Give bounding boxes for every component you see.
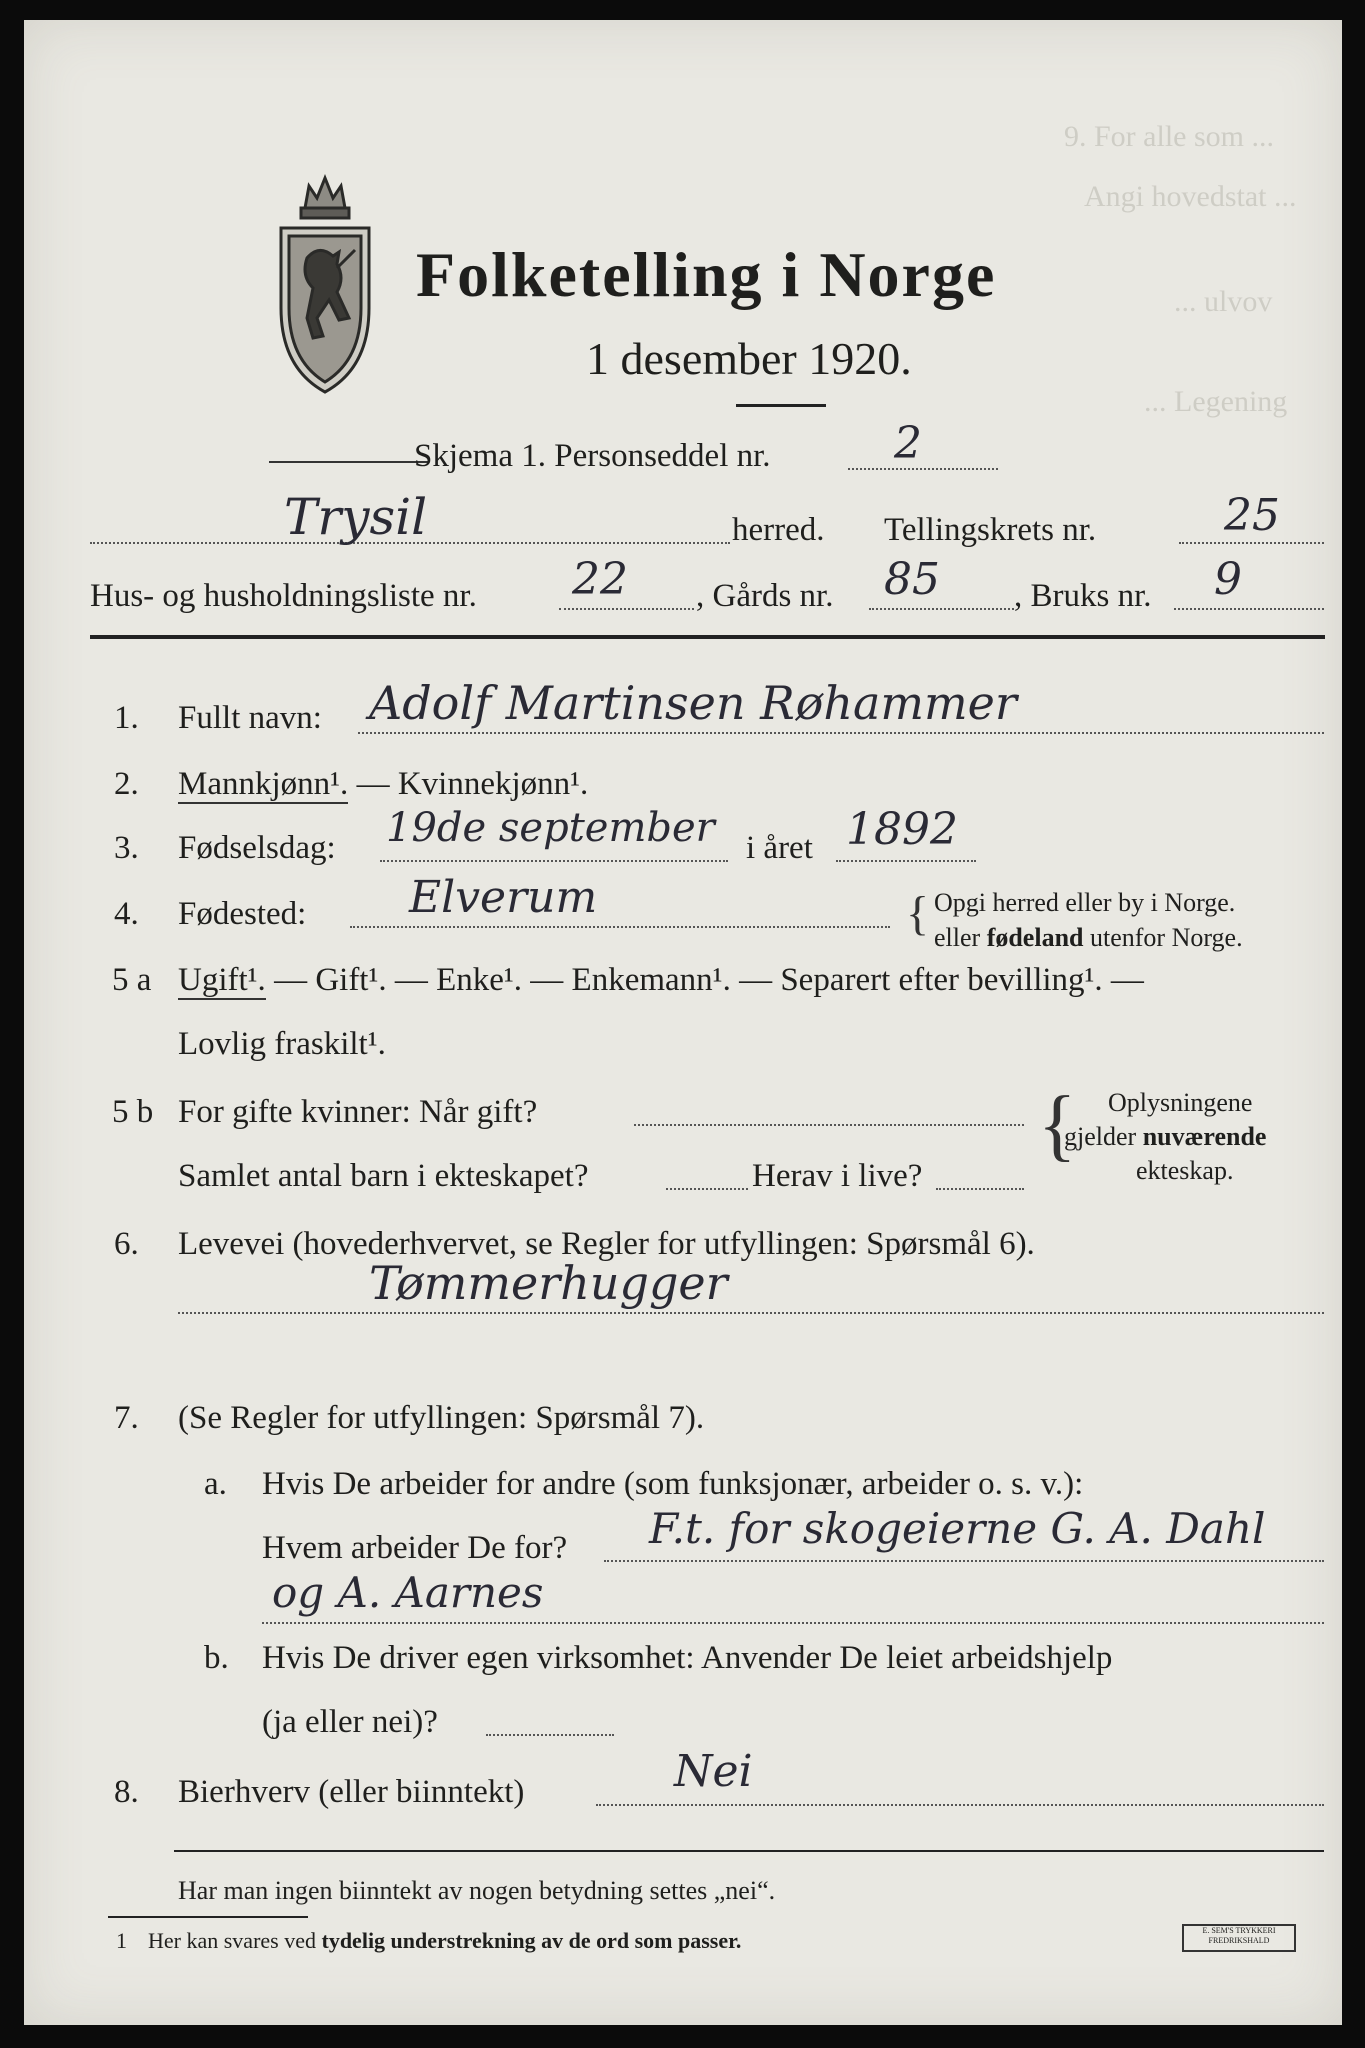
gards-label: , Gårds nr. <box>696 578 834 614</box>
skjema-field-line <box>848 468 998 470</box>
birth-year-field-line <box>836 860 976 862</box>
footnote-emphasis: tydelig understrekning av de ord som passer. <box>321 1928 742 1953</box>
herred-label: herred. <box>732 512 825 548</box>
herred-value[interactable]: Trysil <box>284 488 428 546</box>
gender-male-option[interactable]: Mannkjønn¹. <box>178 766 349 802</box>
children-alive-field-line <box>936 1188 1024 1190</box>
birthplace-label: Fødested: <box>178 896 307 932</box>
footnote-text <box>148 1930 741 1952</box>
footer-note: Har man ingen biinntekt av nogen betydning settes „nei“. <box>178 1876 776 1905</box>
gender-female-option[interactable]: Kvinnekjønn¹. <box>397 766 589 802</box>
q3-number: 3. <box>114 830 139 866</box>
q7b-label: Hvis De driver egen virksomhet: Anvender De leiet arbeidshjelp <box>262 1640 1113 1676</box>
marital-ugift-option[interactable]: Ugift¹. <box>178 962 266 998</box>
full-name-value[interactable]: Adolf Martinsen Røhammer <box>369 676 1017 730</box>
form-title: Folketelling i Norge <box>416 239 997 310</box>
q5a-number: 5 a <box>112 962 152 998</box>
side-income-label: Bierhverv (eller biinntekt) <box>178 1774 525 1810</box>
marriage-note-line3: ekteskap. <box>1136 1156 1234 1185</box>
married-when-label: For gifte kvinner: Når gift? <box>178 1094 538 1130</box>
occupation-field-line <box>178 1312 1324 1314</box>
side-income-field-line <box>596 1804 1324 1806</box>
birthplace-value[interactable]: Elverum <box>409 872 598 923</box>
employer-field-line2 <box>262 1622 1324 1624</box>
children-total-label: Samlet antal barn i ekteskapet? <box>178 1158 589 1194</box>
full-name-field-line <box>358 732 1324 734</box>
birthday-value[interactable]: 19de september <box>386 805 715 851</box>
gards-value[interactable]: 85 <box>884 554 940 605</box>
skjema-label: Skjema 1. Personseddel nr. <box>414 438 771 474</box>
hired-help-field-line <box>486 1734 614 1736</box>
children-alive-label: Herav i live? <box>752 1158 923 1194</box>
marital-fraskilt-option[interactable]: Lovlig fraskilt¹. <box>178 1026 386 1062</box>
q6-number: 6. <box>114 1226 139 1262</box>
skjema-flourish <box>269 461 429 463</box>
bruks-label: , Bruks nr. <box>1014 578 1152 614</box>
q4-number: 4. <box>114 896 139 932</box>
married-when-field-line <box>634 1124 1024 1126</box>
birthplace-note-line1: Opgi herred eller by i Norge. <box>934 888 1236 917</box>
header-divider <box>90 635 1325 639</box>
tellingskrets-label: Tellingskrets nr. <box>884 512 1097 548</box>
birth-year-label: i året <box>746 830 813 866</box>
footnote-divider <box>108 1916 308 1918</box>
gender-options <box>178 768 588 801</box>
birth-year-value[interactable]: 1892 <box>846 804 958 855</box>
full-name-label: Fullt navn: <box>178 700 322 736</box>
occupation-value[interactable]: Tømmerhugger <box>369 1256 728 1310</box>
tellingskrets-field-line <box>1179 542 1324 544</box>
q8-number: 8. <box>114 1774 139 1810</box>
birthplace-note-line2 <box>934 925 1243 951</box>
gender-separator: — <box>348 766 398 802</box>
q7a-label: Hvis De arbeider for andre (som funksjonær, arbeider o. s. v.): <box>262 1466 1084 1502</box>
husholdningsliste-field-line <box>559 608 694 610</box>
birthplace-field-line <box>350 926 890 928</box>
q7-label: (Se Regler for utfyllingen: Spørsmål 7). <box>178 1400 705 1436</box>
employer-label: Hvem arbeider De for? <box>262 1530 568 1566</box>
note-emphasis: fødeland <box>986 923 1084 952</box>
birthplace-note-brace: { <box>906 887 930 940</box>
skjema-value[interactable]: 2 <box>894 418 922 469</box>
q7a-number: a. <box>204 1466 227 1502</box>
q7b-number: b. <box>204 1640 229 1676</box>
marriage-note-brace: { <box>1038 1081 1077 1169</box>
footnote-plain: Her kan svares ved <box>148 1928 322 1953</box>
note-text: gjelder <box>1064 1122 1143 1151</box>
bleed-through-text: Angi hovedstat ... <box>1084 180 1297 213</box>
tellingskrets-value[interactable]: 25 <box>1224 490 1280 541</box>
birthday-label: Fødselsdag: <box>178 830 336 866</box>
bruks-value[interactable]: 9 <box>1214 554 1242 605</box>
marital-other-options[interactable]: — Gift¹. — Enke¹. — Enkemann¹. — Separert efter bevilling¹. — <box>265 962 1144 998</box>
marriage-note-line1: Oplysningene <box>1108 1088 1253 1117</box>
footnote-number: 1 <box>116 1928 127 1953</box>
children-total-field-line <box>666 1188 748 1190</box>
occupation-label: Levevei (hovederhvervet, se Regler for utfyllingen: Spørsmål 6). <box>178 1226 1035 1262</box>
census-form-page <box>24 20 1342 2025</box>
printer-stamp: E. SEM'S TRYKKERI FREDRIKSHALD <box>1182 1924 1296 1952</box>
employer-field-line <box>604 1560 1324 1562</box>
employer-value-line2[interactable]: og A. Aarnes <box>272 1568 544 1617</box>
husholdningsliste-label: Hus- og husholdningsliste nr. <box>90 578 477 614</box>
bleed-through-text: ... ulvov <box>1174 285 1273 318</box>
note-emphasis: nuværende <box>1142 1122 1267 1151</box>
marital-status-options <box>178 964 1144 997</box>
note-text: utenfor Norge. <box>1083 923 1243 952</box>
husholdningsliste-value[interactable]: 22 <box>572 554 628 605</box>
q5b-number: 5 b <box>112 1094 154 1130</box>
q1-number: 1. <box>114 700 139 736</box>
census-date: 1 desember 1920. <box>586 333 912 384</box>
bleed-through-text: ... Legening <box>1144 385 1288 418</box>
title-divider <box>736 404 826 407</box>
bruks-field-line <box>1174 608 1324 610</box>
birthday-field-line <box>380 860 728 862</box>
note-text: eller <box>934 923 987 952</box>
marriage-note-line2 <box>1064 1124 1266 1150</box>
employer-value-line1[interactable]: F.t. for skogeierne G. A. Dahl <box>649 1504 1266 1553</box>
q7-number: 7. <box>114 1400 139 1436</box>
footer-divider <box>174 1850 1324 1852</box>
side-income-value[interactable]: Nei <box>674 1746 753 1797</box>
q2-number: 2. <box>114 766 139 802</box>
gards-field-line <box>869 608 1014 610</box>
hired-help-label: (ja eller nei)? <box>262 1704 438 1740</box>
norwegian-lion-crest-icon <box>267 168 383 398</box>
bleed-through-text: 9. For alle som ... <box>1064 120 1274 153</box>
